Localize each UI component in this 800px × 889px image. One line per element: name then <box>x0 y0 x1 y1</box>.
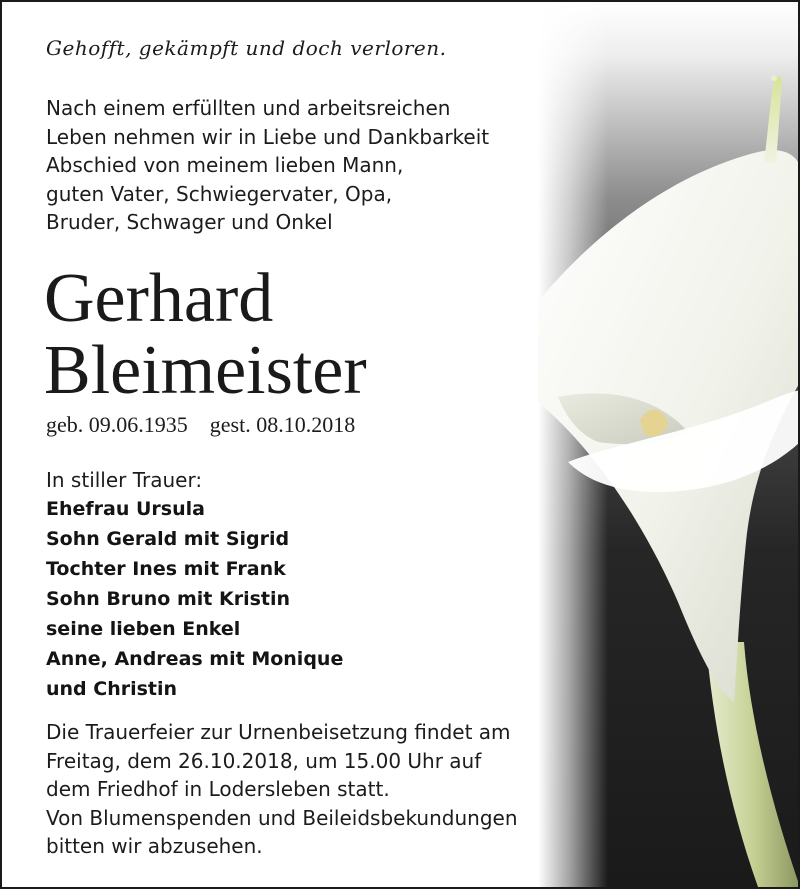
motto: Gehofft, gekämpft und doch verloren. <box>46 36 447 60</box>
mourners-label: In stiller Trauer: <box>46 468 203 492</box>
service-line: Freitag, dem 26.10.2018, um 15.00 Uhr auf <box>46 748 482 773</box>
funeral-service-info <box>46 718 518 861</box>
birth-date: geb. 09.06.1935 <box>46 412 188 437</box>
mourners-list <box>46 494 343 704</box>
calla-lily-icon <box>538 2 800 887</box>
intro-line: Nach einem erfüllten und arbeitsreichen <box>46 96 451 120</box>
mourner-item: Ehefrau Ursula <box>46 498 205 520</box>
intro-line: guten Vater, Schwiegervater, Opa, <box>46 181 393 206</box>
intro-line: Abschied von meinem lieben Mann, <box>46 153 404 177</box>
service-line: Die Trauerfeier zur Urnenbeisetzung findet am <box>46 720 511 744</box>
mourner-item: Sohn Bruno mit Kristin <box>46 588 291 610</box>
death-date: gest. 08.10.2018 <box>209 412 356 437</box>
deceased-first-name: Gerhard <box>44 260 274 337</box>
deceased-last-name: Bleimeister <box>44 332 367 409</box>
intro-text <box>46 94 489 237</box>
mourner-item: Anne, Andreas mit Monique <box>46 648 344 670</box>
mourner-item: und Christin <box>46 678 178 700</box>
mourner-item: Tochter Ines mit Frank <box>46 558 286 580</box>
service-line: Von Blumenspenden und Beileidsbekundungen <box>46 805 518 830</box>
intro-line: Leben nehmen wir in Liebe und Dankbarkeit <box>46 124 490 149</box>
service-line: bitten wir abzusehen. <box>46 834 263 858</box>
mourner-item: Sohn Gerald mit Sigrid <box>46 528 290 550</box>
life-dates <box>46 412 355 438</box>
calla-lily-image <box>538 2 800 887</box>
mourner-item: seine lieben Enkel <box>46 618 241 640</box>
service-line: dem Friedhof in Lodersleben statt. <box>46 777 390 801</box>
intro-line: Bruder, Schwager und Onkel <box>46 210 333 234</box>
